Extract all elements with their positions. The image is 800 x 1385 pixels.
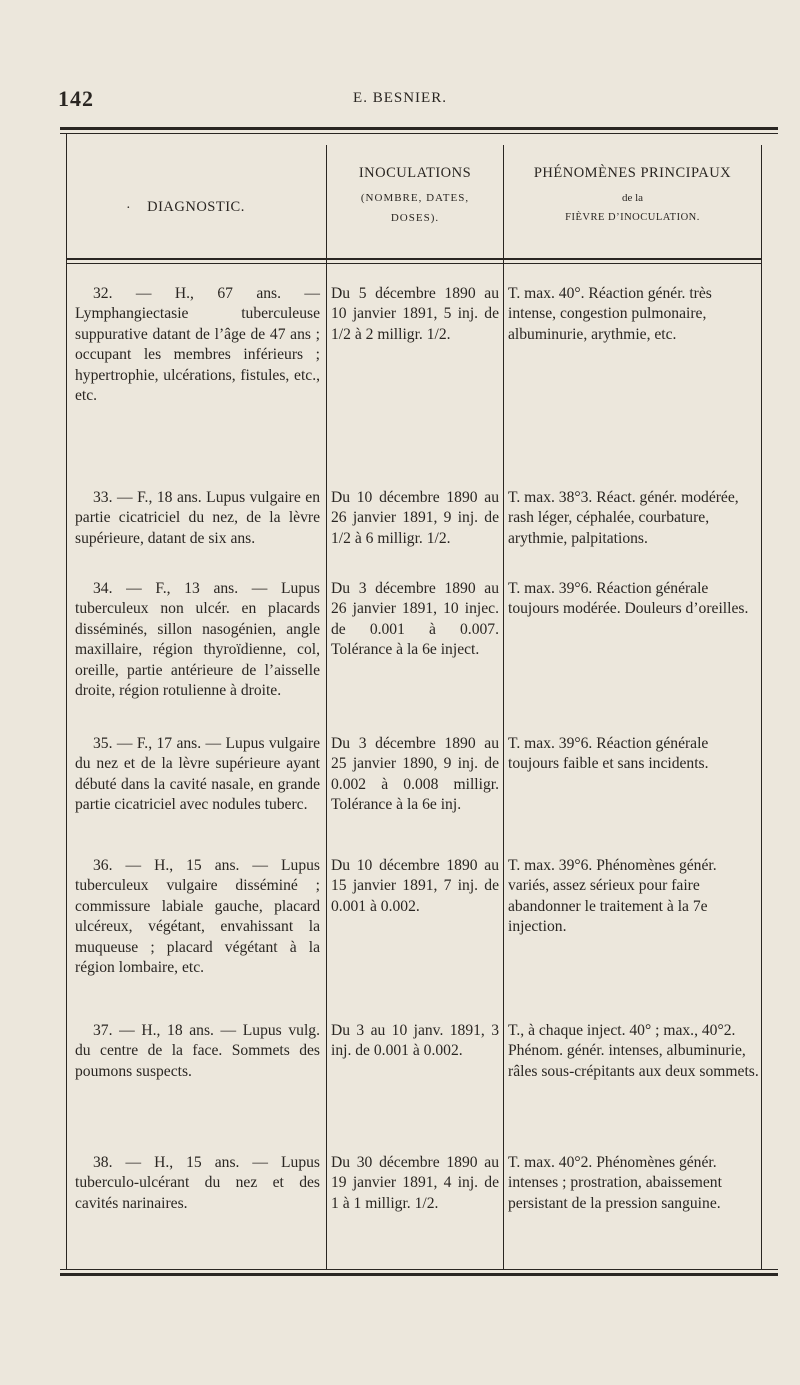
column-divider-1 xyxy=(326,145,327,1269)
header-phenomenes-title: PHÉNOMÈNES PRINCIPAUX xyxy=(533,165,732,181)
row-37-inoculations: Du 3 au 10 janv. 1891, 3 inj. de 0.001 à 0.002. xyxy=(331,1022,499,1060)
row-34-diagnostic: 34. — F., 13 ans. — Lupus tuberculeux non ulcér. en placards disséminés, sillon nasogénien, angle maxillaire, région thyroïdienne, col, oreille, partie antérieure de l’aisselle droite, région rotulienne à droite. xyxy=(75,580,320,700)
row-32-inoculations: Du 5 décembre 1890 au 10 janvier 1891, 5 inj. de 1/2 à 2 milligr. 1/2. xyxy=(331,285,499,343)
header-inoculations-sub2: DOSES). xyxy=(390,212,440,225)
header-diagnostic-label: DIAGNOSTIC. xyxy=(147,199,245,215)
row-38-inoculations: Du 30 décembre 1890 au 19 janvier 1891, 4 inj. de 1 à 1 milligr. 1/2. xyxy=(331,1154,499,1212)
row-33-diagnostic: 33. — F., 18 ans. Lupus vulgaire en partie cicatriciel du nez, de la lèvre supérieure, datant de six ans. xyxy=(75,489,320,547)
header-bottom-rule-thin xyxy=(66,263,762,264)
row-33-inoculations: Du 10 décembre 1890 au 26 janvier 1891, 9 inj. de 1/2 à 6 milligr. 1/2. xyxy=(331,489,499,547)
header-diagnostic: · DIAGNOSTIC. xyxy=(126,199,245,216)
table-bottom-rule-thick xyxy=(60,1273,778,1276)
header-inoculations xyxy=(327,164,503,226)
running-head: E. BESNIER. xyxy=(353,90,447,106)
row-37-diagnostic: 37. — H., 18 ans. — Lupus vulg. du centre de la face. Sommets des poumons suspects. xyxy=(75,1022,320,1080)
row-35-inoculations: Du 3 décembre 1890 au 25 janvier 1890, 9 inj. de 0.002 à 0.008 milligr. Tolérance à la 6e inj. xyxy=(331,735,499,814)
table-top-rule xyxy=(60,127,778,130)
row-36-inoculations: Du 10 décembre 1890 au 15 janvier 1891, 7 inj. de 0.001 à 0.002. xyxy=(331,857,499,915)
row-36-diagnostic: 36. — H., 15 ans. — Lupus tuberculeux vulgaire disséminé ; commissure labiale gauche, placard ulcéreux, végétant, envahissant la muqueuse ; placard végétant à la région lombaire, etc. xyxy=(75,857,320,977)
left-border xyxy=(66,133,67,1269)
row-36-phenomenes: T. max. 39°6. Phénomènes génér. variés, assez sérieux pour faire abandonner le traitement à la 7e injection. xyxy=(508,857,717,936)
table-top-rule-thin xyxy=(60,133,778,134)
header-inoculations-sub1: (NOMBRE, DATES, xyxy=(360,191,470,204)
page-number: 142 xyxy=(58,86,94,111)
header-phenomenes xyxy=(504,164,761,226)
header-bottom-rule xyxy=(66,258,762,260)
row-32-diagnostic: 32. — H., 67 ans. — Lymphangiectasie tuberculeuse suppurative datant de l’âge de 47 ans ; occupant les membres inférieurs ; hypertrophie, ulcérations, fistules, etc., etc. xyxy=(75,285,320,405)
header-phenomenes-sub2: FIÈVRE D’INOCULATION. xyxy=(565,212,700,224)
table-bottom-rule xyxy=(60,1269,778,1270)
right-border xyxy=(761,145,762,1269)
row-33-phenomenes: T. max. 38°3. Réact. génér. modérée, rash léger, céphalée, courbature, arythmie, palpitations. xyxy=(508,489,739,547)
row-35-diagnostic: 35. — F., 17 ans. — Lupus vulgaire du nez et de la lèvre supérieure ayant débuté dans la cavité nasale, en grande partie cicatriciel avec nodules tuberc. xyxy=(75,735,320,814)
row-32-phenomenes: T. max. 40°. Réaction génér. très intense, congestion pulmonaire, albuminurie, arythmie, etc. xyxy=(508,285,712,343)
row-34-inoculations: Du 3 décembre 1890 au 26 janvier 1891, 10 injec. de 0.001 à 0.007. Tolérance à la 6e inject. xyxy=(331,580,499,659)
column-divider-2 xyxy=(503,145,504,1269)
row-35-phenomenes: T. max. 39°6. Réaction générale toujours faible et sans incidents. xyxy=(508,735,709,773)
row-38-phenomenes: T. max. 40°2. Phénomènes génér. intenses ; prostration, abaissement persistant de la pression sanguine. xyxy=(508,1154,722,1212)
row-34-phenomenes: T. max. 39°6. Réaction générale toujours modérée. Douleurs d’oreilles. xyxy=(508,580,749,618)
row-38-diagnostic: 38. — H., 15 ans. — Lupus tuberculo-ulcérant du nez et des cavités narinaires. xyxy=(75,1154,320,1212)
row-37-phenomenes: T., à chaque inject. 40° ; max., 40°2. Phénom. génér. intenses, albuminurie, râles sous-crépitants aux deux sommets. xyxy=(508,1022,759,1080)
header-phenomenes-sub1: de la xyxy=(621,191,644,204)
header-inoculations-title: INOCULATIONS xyxy=(358,165,472,181)
